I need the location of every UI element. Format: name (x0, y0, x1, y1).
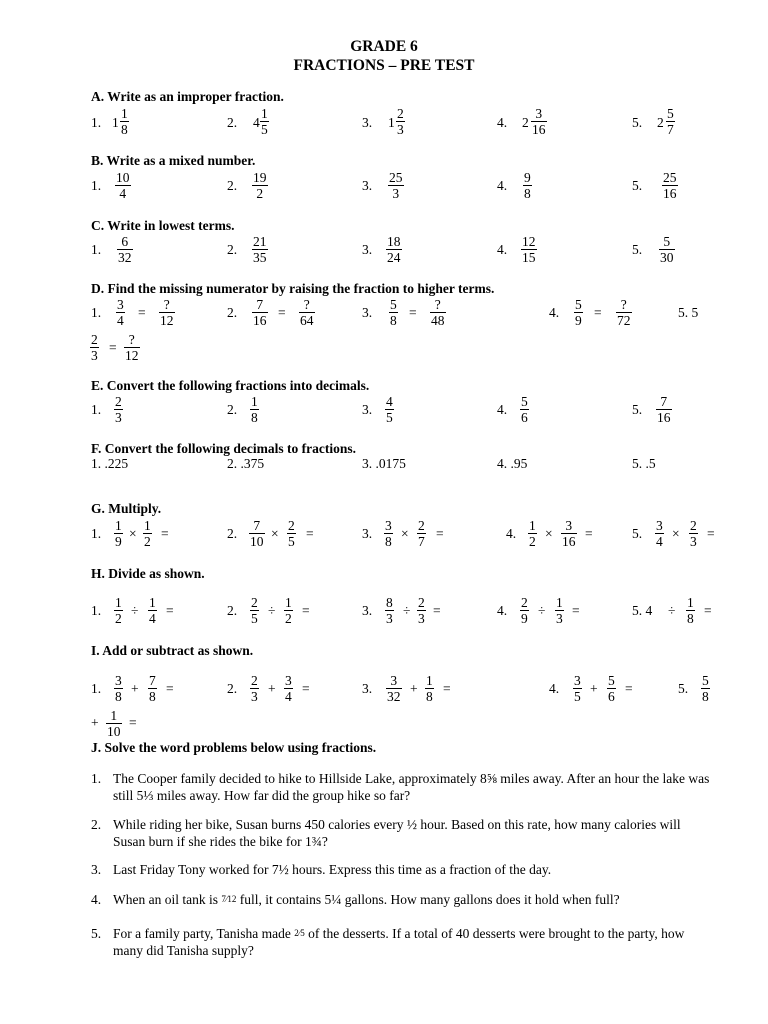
problem-number: 3. (362, 115, 373, 130)
denominator: 16 (657, 410, 671, 425)
inline-fraction: 7⁄12 (221, 894, 237, 904)
numerator: 12 (522, 234, 536, 249)
section-c-heading: C. Write in lowest terms. (91, 218, 235, 233)
problem-number: 4. (506, 526, 517, 541)
fraction (701, 673, 710, 704)
problem-number: 4. (497, 242, 508, 257)
denominator: 2 (115, 611, 122, 626)
numerator: 19 (253, 170, 267, 185)
section-d-heading: D. Find the missing numerator by raising the fraction to higher terms. (91, 281, 495, 296)
fraction (531, 106, 547, 137)
denominator: 8 (390, 313, 397, 328)
decimal-item: 1. .225 (91, 456, 129, 471)
numerator: 25 (389, 170, 403, 185)
fraction (250, 394, 259, 425)
numerator: 1 (121, 106, 128, 121)
numerator: 2 (690, 518, 697, 533)
problem-number: 1. (91, 178, 102, 193)
fraction (666, 106, 675, 137)
numerator: 1 (687, 595, 694, 610)
divide-sign: ÷ (131, 603, 139, 618)
fraction (114, 518, 123, 549)
problem-number: 2. (227, 603, 238, 618)
fraction (148, 595, 157, 626)
equals-sign: = (109, 340, 117, 355)
fraction (607, 673, 616, 704)
multiply-sign: × (129, 526, 137, 541)
problem-number: 2. (227, 305, 238, 320)
fraction (385, 595, 394, 626)
denominator: 3 (690, 534, 697, 549)
problem-number: 4. (91, 892, 102, 907)
denominator: 4 (656, 534, 663, 549)
denominator: 12 (160, 313, 174, 328)
numerator: 6 (121, 234, 129, 249)
fraction (686, 595, 695, 626)
fraction (252, 234, 268, 265)
problem-number: 2. (91, 817, 102, 832)
numerator: 10 (116, 170, 130, 185)
denominator: 3 (556, 611, 563, 626)
numerator: ? (303, 297, 310, 312)
plus-sign: + (590, 681, 598, 696)
denominator: 3 (388, 185, 404, 201)
whole-number: 1 (112, 115, 119, 130)
multiply-sign: × (672, 526, 680, 541)
fraction (143, 518, 152, 549)
equals-sign: = (166, 603, 174, 618)
numerator: 5 (663, 234, 671, 249)
numerator: 1 (115, 595, 122, 610)
problem-number: 1. (91, 115, 102, 130)
equals-sign: = (572, 603, 580, 618)
fraction (574, 297, 583, 328)
numerator: 5 (702, 673, 709, 688)
problem-number: 1. (91, 305, 102, 320)
problem-number: 3. (362, 526, 373, 541)
numerator: 2 (418, 595, 425, 610)
equals-sign: = (707, 526, 715, 541)
problem-number: 3. (362, 305, 373, 320)
fraction (114, 394, 123, 425)
problem-number: 4. (497, 402, 508, 417)
fraction (384, 518, 393, 549)
denominator: 12 (125, 348, 139, 363)
denominator: 16 (562, 534, 576, 549)
problem-number: 1. (91, 526, 102, 541)
equals-sign: = (409, 305, 417, 320)
numerator: 5 (608, 673, 615, 688)
fraction (114, 673, 123, 704)
section-e-heading: E. Convert the following fractions into decimals. (91, 378, 370, 393)
problem-number: 5. (632, 242, 643, 257)
numerator: 3 (535, 106, 543, 121)
equals-sign: = (302, 603, 310, 618)
denominator: 32 (387, 689, 401, 704)
problem-number: 1. (91, 603, 102, 618)
numerator: 25 (663, 170, 677, 185)
plus-sign: + (131, 681, 139, 696)
denominator: 3 (386, 611, 393, 626)
title-pretest: FRACTIONS – PRE TEST (293, 57, 475, 74)
denominator: 2 (144, 534, 151, 549)
section-i-heading: I. Add or subtract as shown. (91, 643, 254, 658)
divide-sign: ÷ (538, 603, 546, 618)
fraction (117, 234, 133, 265)
denominator: 2 (529, 534, 536, 549)
fraction (385, 394, 394, 425)
numerator: 5 (521, 394, 528, 409)
problem-text (113, 891, 713, 908)
section-b-heading: B. Write as a mixed number. (91, 153, 256, 168)
numerator: 5 (390, 297, 397, 312)
numerator: 2 (397, 106, 404, 121)
equals-sign: = (129, 715, 137, 730)
denominator: 3 (397, 122, 404, 137)
problem-number: 4. (497, 178, 508, 193)
numerator: 1 (251, 394, 258, 409)
problem-number: 4. (497, 115, 508, 130)
problem-number: 2. (227, 242, 238, 257)
denominator: 9 (115, 534, 122, 549)
denominator: 30 (660, 250, 674, 265)
denominator: 3 (418, 611, 425, 626)
equals-sign: = (585, 526, 593, 541)
numerator: 3 (117, 297, 124, 312)
denominator: 3 (251, 689, 258, 704)
denominator: 32 (118, 250, 132, 265)
problem-number: 4. (549, 681, 560, 696)
denominator: 24 (387, 250, 401, 265)
numerator: 5 (575, 297, 582, 312)
fraction (249, 518, 265, 549)
denominator: 15 (522, 250, 536, 265)
denominator: 5 (251, 611, 258, 626)
fraction (250, 595, 259, 626)
numerator: 1 (115, 518, 122, 533)
numerator: 1 (426, 673, 433, 688)
fraction (114, 595, 123, 626)
denominator: 4 (149, 611, 156, 626)
problem-number: 1. (91, 402, 102, 417)
numerator: 1 (285, 595, 292, 610)
fraction (659, 234, 675, 265)
denominator: 5 (261, 122, 268, 137)
whole-number: 2 (522, 115, 529, 130)
problem-number: 5. (678, 681, 689, 696)
denominator: 6 (608, 689, 615, 704)
problem-text: Last Friday Tony worked for 7½ hours. Express this time as a fraction of the day. (113, 862, 552, 877)
numerator: 18 (387, 234, 401, 249)
numerator: 7 (660, 394, 668, 409)
whole-number: 2 (657, 115, 664, 130)
equals-sign: = (166, 681, 174, 696)
numerator: 8 (386, 595, 393, 610)
denominator: 48 (431, 313, 445, 328)
decimal-item: 3. .0175 (362, 456, 406, 471)
equals-sign: = (433, 603, 441, 618)
denominator: 6 (521, 410, 528, 425)
section-j-heading: J. Solve the word problems below using fractions. (91, 740, 377, 755)
fraction (656, 394, 672, 425)
denominator: 7 (418, 534, 425, 549)
fraction (284, 673, 293, 704)
numerator: 2 (251, 673, 258, 688)
numerator: 1 (149, 595, 156, 610)
fraction (287, 518, 296, 549)
divide-sign: ÷ (268, 603, 276, 618)
fraction (120, 106, 129, 137)
problem-number: 5. (632, 526, 643, 541)
denominator: 5 (386, 410, 393, 425)
denominator: 64 (300, 313, 314, 328)
fraction (115, 170, 131, 201)
numerator: ? (434, 297, 441, 312)
denominator: 16 (663, 186, 677, 201)
numerator: 1 (261, 106, 268, 121)
denominator: 7 (667, 122, 674, 137)
problem-text-end: full, it contains 5¼ gallons. How many gallons does it hold when full? (236, 892, 620, 907)
numerator: 2 (115, 394, 122, 409)
whole-number: 4 (253, 115, 260, 130)
problem-number: 3. (362, 178, 373, 193)
divide-sign: ÷ (668, 603, 676, 618)
denominator: 4 (117, 313, 124, 328)
problem-text: While riding her bike, Susan burns 450 calories every ½ hour. Based on this rate, how many calories will Susan burn if she rides the bike for 1¾? (113, 817, 681, 849)
numerator: 1 (556, 595, 563, 610)
fraction (250, 673, 259, 704)
fraction (388, 170, 404, 201)
numerator: 3 (115, 673, 122, 688)
denominator: 35 (253, 250, 267, 265)
divide-sign: ÷ (403, 603, 411, 618)
problem-number: 5. (632, 402, 643, 417)
plus-sign: + (91, 715, 99, 730)
fraction (386, 234, 402, 265)
fraction (573, 673, 582, 704)
numerator: 2 (288, 518, 295, 533)
numerator: 3 (565, 518, 573, 533)
denominator: 16 (532, 122, 546, 137)
numerator: 3 (285, 673, 292, 688)
title-grade: GRADE 6 (350, 38, 418, 55)
numerator: 2 (521, 595, 528, 610)
problem-text-start: For a family party, Tanisha made (113, 926, 295, 941)
denominator: 3 (115, 410, 122, 425)
problem-number: 5. 4 (632, 603, 653, 618)
fraction (555, 595, 564, 626)
problem-number: 3. (362, 402, 373, 417)
denominator: 2 (252, 185, 268, 201)
denominator: 8 (702, 689, 709, 704)
numerator: 2 (251, 595, 258, 610)
fraction-missing (299, 297, 315, 328)
equals-sign: = (278, 305, 286, 320)
equals-sign: = (443, 681, 451, 696)
problem-text: The Cooper family decided to hike to Hillside Lake, approximately 8⅝ miles away. After an hour the lake was still 5⅓ miles away. How far did the group hike so far? (113, 771, 710, 803)
problem-number: 2. (227, 115, 238, 130)
problem-number: 1. (91, 771, 102, 786)
problem-number: 1. (91, 242, 102, 257)
fraction (90, 332, 99, 363)
numerator: 1 (110, 708, 118, 723)
numerator: 5 (667, 106, 674, 121)
problem-number: 3. (362, 242, 373, 257)
numerator: 2 (91, 332, 98, 347)
problem-number: 5. (632, 178, 643, 193)
equals-sign: = (594, 305, 602, 320)
numerator: ? (163, 297, 170, 312)
problem-number: 2. (227, 681, 238, 696)
fraction-missing (616, 297, 632, 328)
equals-sign: = (302, 681, 310, 696)
decimal-item: 4. .95 (497, 456, 528, 471)
denominator: 8 (115, 689, 122, 704)
denominator: 8 (149, 689, 156, 704)
numerator: 1 (529, 518, 536, 533)
denominator: 16 (253, 313, 267, 328)
plus-sign: + (410, 681, 418, 696)
problem-number: 2. (227, 178, 238, 193)
fraction (523, 170, 532, 201)
problem-number: 4. (549, 305, 560, 320)
equals-sign: = (625, 681, 633, 696)
denominator: 4 (285, 689, 292, 704)
numerator: 3 (385, 518, 392, 533)
equals-sign: = (161, 526, 169, 541)
problem-number: 5. 5 (678, 305, 699, 320)
fraction (425, 673, 434, 704)
denominator: 2 (285, 611, 292, 626)
problem-number: 1. (91, 681, 102, 696)
fraction-missing (124, 332, 140, 363)
problem-text (113, 925, 713, 959)
problem-number: 5. (632, 115, 643, 130)
section-f-heading: F. Convert the following decimals to fractions. (91, 441, 356, 456)
denominator: 8 (687, 611, 694, 626)
numerator: 9 (524, 170, 531, 185)
numerator: 21 (253, 234, 267, 249)
numerator: ? (620, 297, 627, 312)
denominator: 9 (521, 611, 528, 626)
fraction (655, 518, 664, 549)
denominator: 8 (251, 410, 258, 425)
fraction (116, 297, 125, 328)
denominator: 10 (107, 724, 121, 739)
multiply-sign: × (401, 526, 409, 541)
fraction (561, 518, 577, 549)
fraction (396, 106, 405, 137)
denominator: 5 (574, 689, 581, 704)
denominator: 9 (575, 313, 582, 328)
fraction (689, 518, 698, 549)
denominator: 3 (91, 348, 98, 363)
fraction (389, 297, 398, 328)
section-h-heading: H. Divide as shown. (91, 566, 205, 581)
whole-number: 1 (388, 115, 395, 130)
fraction (417, 518, 426, 549)
numerator: 3 (390, 673, 398, 688)
numerator: 3 (574, 673, 581, 688)
problem-number: 4. (497, 603, 508, 618)
fraction (260, 106, 269, 137)
problem-number: 3. (91, 862, 102, 877)
inline-fraction: 2⁄5 (294, 928, 305, 938)
plus-sign: + (268, 681, 276, 696)
fraction (520, 394, 529, 425)
equals-sign: = (306, 526, 314, 541)
problem-text-start: When an oil tank is (113, 892, 222, 907)
fraction (521, 234, 537, 265)
denominator: 4 (115, 185, 131, 201)
numerator: 7 (149, 673, 156, 688)
decimal-item: 2. .375 (227, 456, 265, 471)
section-a-heading: A. Write as an improper fraction. (91, 89, 284, 104)
fraction-missing (159, 297, 175, 328)
problem-number: 2. (227, 402, 238, 417)
equals-sign: = (138, 305, 146, 320)
equals-sign: = (704, 603, 712, 618)
fraction (252, 297, 268, 328)
numerator: 3 (656, 518, 663, 533)
numerator: 1 (144, 518, 151, 533)
denominator: 8 (121, 122, 128, 137)
denominator: 5 (288, 534, 295, 549)
fraction (284, 595, 293, 626)
fraction (528, 518, 537, 549)
problem-number: 3. (362, 603, 373, 618)
fraction (520, 595, 529, 626)
denominator: 10 (250, 534, 264, 549)
denominator: 8 (385, 534, 392, 549)
fraction (148, 673, 157, 704)
section-g-heading: G. Multiply. (91, 501, 162, 516)
equals-sign: = (436, 526, 444, 541)
fraction (106, 708, 122, 739)
problem-number: 2. (227, 526, 238, 541)
denominator: 8 (426, 689, 433, 704)
problem-number: 3. (362, 681, 373, 696)
fraction (252, 170, 268, 201)
multiply-sign: × (271, 526, 279, 541)
numerator: 7 (256, 297, 264, 312)
decimal-item: 5. .5 (632, 456, 656, 471)
numerator: 4 (386, 394, 393, 409)
numerator: 7 (253, 518, 261, 533)
fraction (386, 673, 402, 704)
denominator: 8 (524, 186, 531, 201)
fraction-missing (430, 297, 446, 328)
numerator: ? (128, 332, 135, 347)
fraction (662, 170, 678, 201)
problem-text-end: of the desserts. If a total of 40 desserts were brought to the party, how many did Tanisha supply? (113, 926, 685, 958)
problem-number: 5. (91, 926, 102, 941)
multiply-sign: × (545, 526, 553, 541)
fraction (417, 595, 426, 626)
denominator: 72 (617, 313, 631, 328)
numerator: 2 (418, 518, 425, 533)
